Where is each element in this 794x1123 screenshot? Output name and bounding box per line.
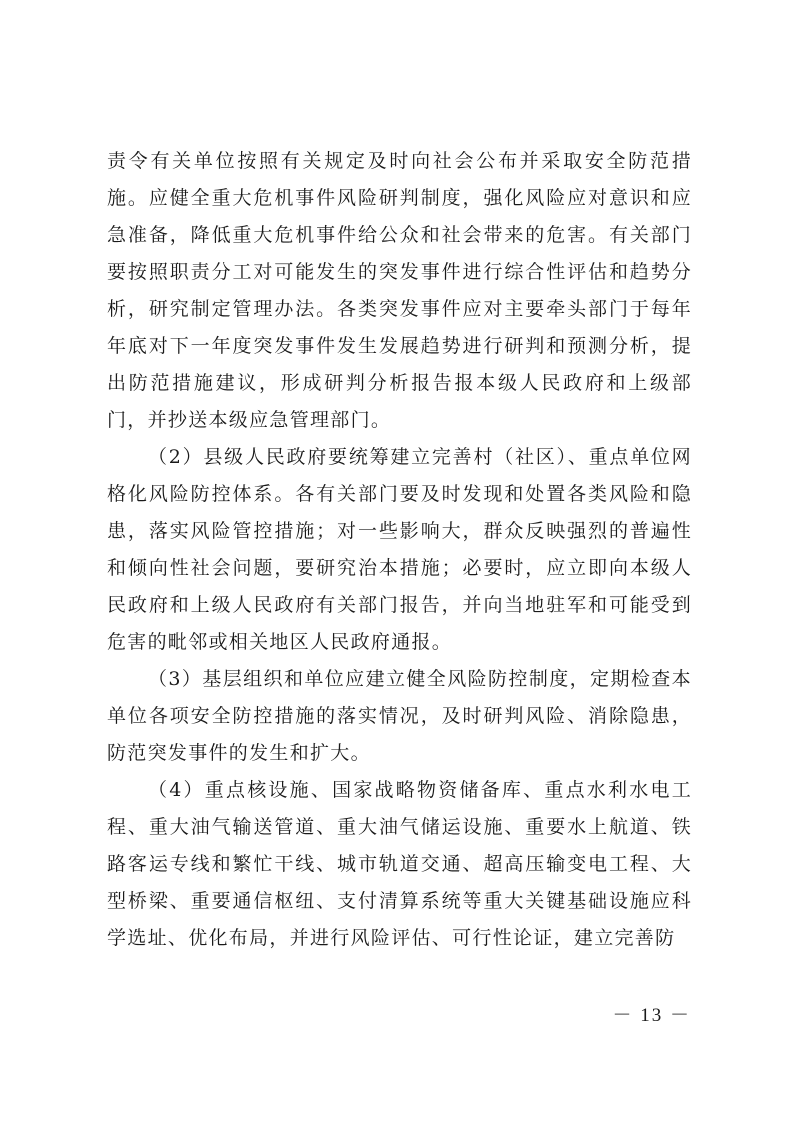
paragraph-continuation: 责令有关单位按照有关规定及时向社会公布并采取安全防范措施。应健全重大危机事件风险研判制度，强化风险应对意识和应急准备，降低重大危机事件给公众和社会带来的危害。有关部门要按照职责分工对可能发生的突发事件进行综合性评估和趋势分析，研究制定管理办法。各类突发事件应对主要牵头部门于每年年底对下一年度突发事件发生发展趋势进行研判和预测分析，提出防范措施建议，形成研判分析报告报本级人民政府和上级部门，并抄送本级应急管理部门。 (107, 150, 692, 431)
paragraph-item-3: （3）基层组织和单位应建立健全风险防控制度，定期检查本单位各项安全防控措施的落实情况，及时研判风险、消除隐患，防范突发事件的发生和扩大。 (107, 668, 692, 764)
paragraph-item-4: （4）重点核设施、国家战略物资储备库、重点水利水电工程、重大油气输送管道、重大油气储运设施、重要水上航道、铁路客运专线和繁忙干线、城市轨道交通、超高压输变电工程、大型桥梁、重要通信枢纽、支付清算系统等重大关键基础设施应科学选址、优化布局，并进行风险评估、可行性论证，建立完善防 (107, 779, 692, 949)
page-number: － 13 － (612, 1005, 691, 1026)
paragraph-item-2: （2）县级人民政府要统筹建立完善村（社区）、重点单位网格化风险防控体系。各有关部门要及时发现和处置各类风险和隐患，落实风险管控措施；对一些影响大，群众反映强烈的普遍性和倾向性社会问题，要研究治本措施；必要时，应立即向本级人民政府和上级人民政府有关部门报告，并向当地驻军和可能受到危害的毗邻或相关地区人民政府通报。 (107, 446, 692, 653)
body-text (107, 143, 692, 957)
